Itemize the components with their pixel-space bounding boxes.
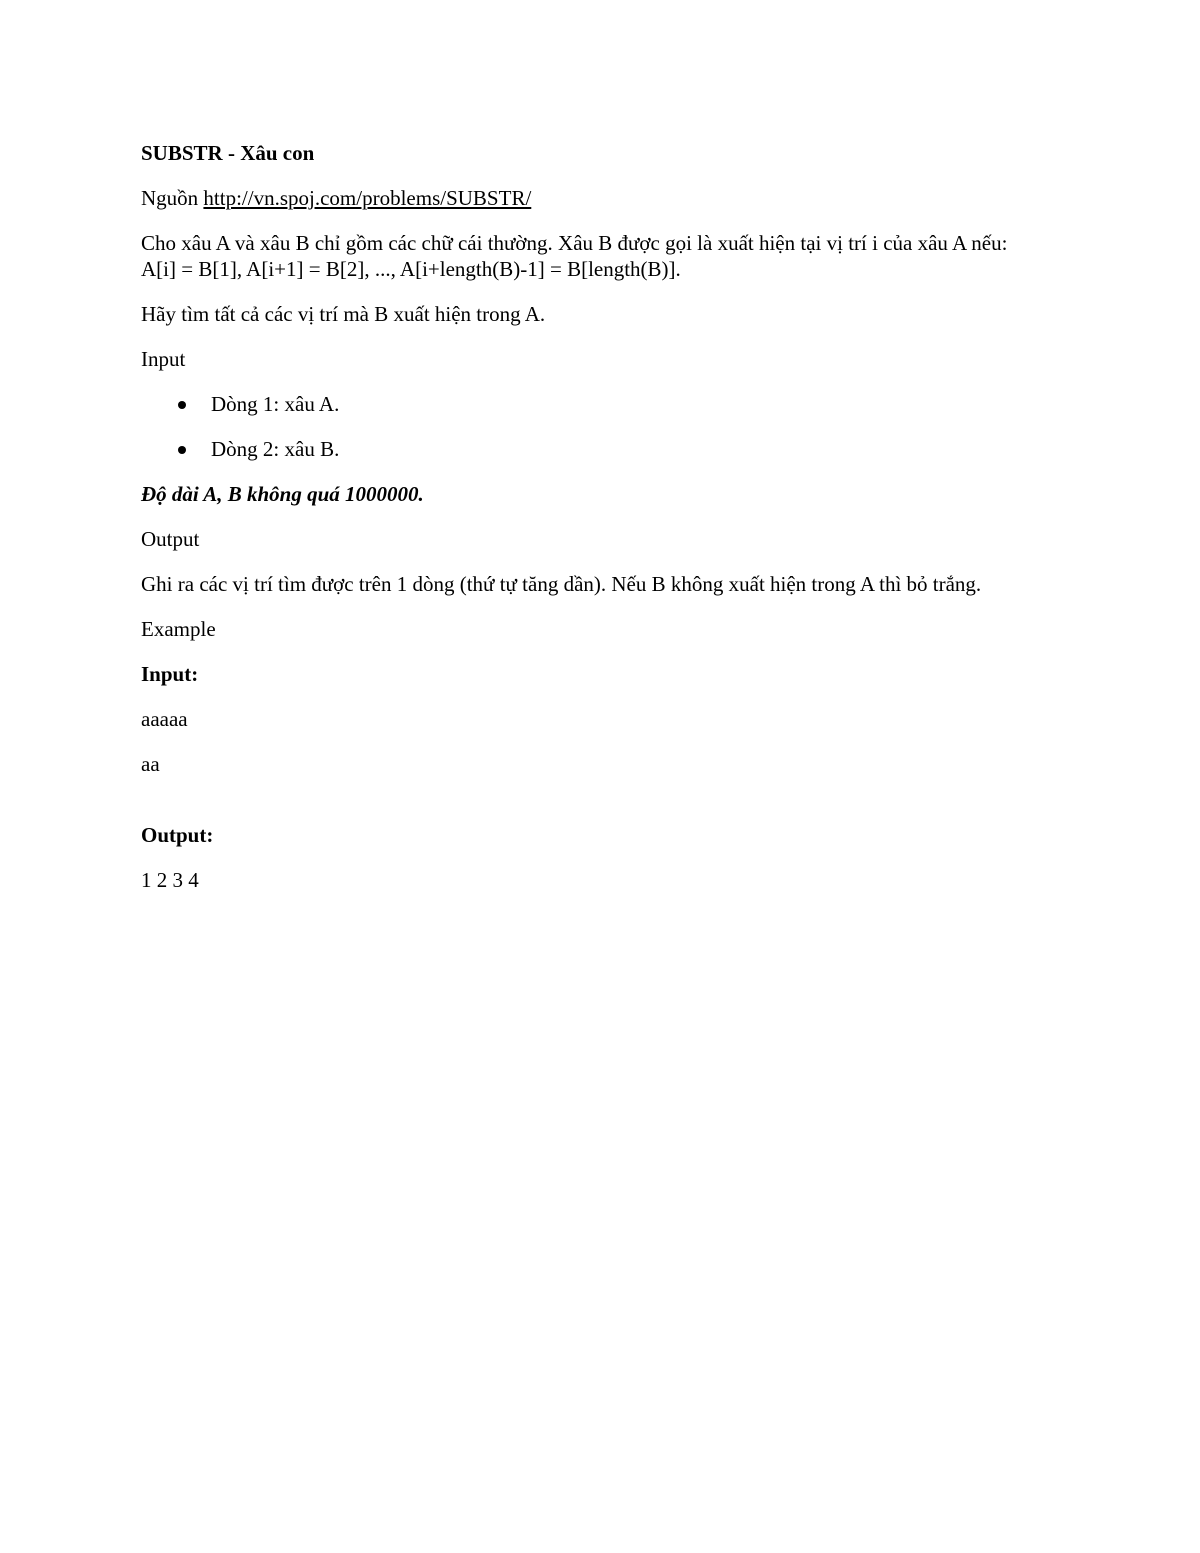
description-line-1: Cho xâu A và xâu B chỉ gồm các chữ cái thường. Xâu B được gọi là xuất hiện tại vị trí i của xâu A nếu: [141,231,1008,255]
description-line-2: A[i] = B[1], A[i+1] = B[2], ..., A[i+length(B)-1] = B[length(B)]. [141,257,681,281]
example-heading: Example [141,617,216,641]
task-paragraph: Hãy tìm tất cả các vị trí mà B xuất hiện trong A. [141,302,546,326]
bullet-icon [178,446,186,454]
source-link[interactable]: http://vn.spoj.com/problems/SUBSTR/ [203,186,532,210]
list-item-text: Dòng 2: xâu B. [211,437,340,461]
list-item-text: Dòng 1: xâu A. [211,392,340,416]
bullet-icon [178,401,186,409]
input-list [141,391,1131,462]
list-item [141,436,1131,462]
blank-line [141,796,1131,822]
list-item [141,391,1131,417]
description-paragraph [141,230,1131,282]
output-heading: Output [141,527,200,551]
example-input-line-2: aa [141,752,160,776]
constraint-note: Độ dài A, B không quá 1000000. [141,482,424,506]
document-page [141,140,1131,912]
example-input-line-1: aaaaa [141,707,188,731]
problem-title: SUBSTR - Xâu con [141,141,315,165]
source-label: Nguồn [141,186,204,210]
input-heading: Input [141,347,186,371]
example-input-label: Input: [141,662,199,686]
output-description: Ghi ra các vị trí tìm được trên 1 dòng (thứ tự tăng dần). Nếu B không xuất hiện trong A thì bỏ trắng. [141,572,982,596]
example-output-value: 1 2 3 4 [141,868,199,892]
source-line [141,185,1131,211]
example-output-label: Output: [141,823,214,847]
